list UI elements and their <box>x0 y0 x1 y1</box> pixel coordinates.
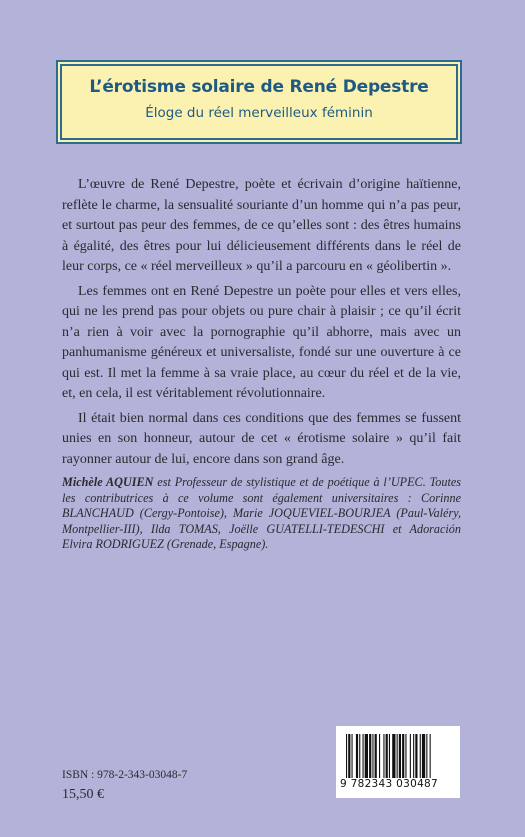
title-box <box>60 64 458 140</box>
barcode-bars <box>346 734 452 778</box>
author-bio-text: est Professeur de stylistique et de poétique à l’UPEC. Toutes les contributrices à ce volume sont également universitaires : Corinne BLANCHAUD (Cergy-Pontoise), Marie JOQUEVIEL-BOURJEA (Paul-Valéry, Montpellier-III), Ilda TOMAS, Joëlle GUATELLI-TEDESCHI et Adoración Elvira RODRIGUEZ (Grenade, Espagne). <box>62 475 461 551</box>
summary-paragraph: Les femmes ont en René Depestre un poète pour elles et vers elles, qui ne les prend pas pour objets ou pure chair à plaisir ; ce qu’il écrit n’a rien à voir avec la pornographie qu’il abhorre, mais avec un panhumanisme généreux et universaliste, fondé sur une ouverture à ce qui est. Il met la femme à sa vraie place, au cœur du réel et de la vie, et, en cela, il est véritablement révolutionnaire. <box>62 283 461 401</box>
back-cover-summary <box>62 175 461 474</box>
price: 15,50 € <box>62 787 104 802</box>
barcode-digits: 9 782343 030487 <box>340 778 439 790</box>
book-subtitle: Éloge du réel merveilleux féminin <box>145 105 373 121</box>
author-name: Michèle AQUIEN <box>62 475 154 489</box>
barcode <box>336 726 460 798</box>
summary-paragraph: L’œuvre de René Depestre, poète et écrivain d’origine haïtienne, reflète le charme, la sensualité souriante d’un homme qui n’a pas peur, et surtout pas peur des femmes, de ce qu’elles sont : des êtres humains à égalité, des êtres pour lui délicieusement différents dans le réel de leur corps, ce « réel merveilleux » qu’il a parcouru en « géolibertin ». <box>62 177 461 274</box>
author-bio <box>62 475 461 553</box>
isbn: ISBN : 978-2-343-03048-7 <box>62 769 188 781</box>
book-title: L’érotisme solaire de René Depestre <box>89 77 429 97</box>
summary-paragraph: Il était bien normal dans ces conditions que des femmes se fussent unies en son honneur, autour de cet « érotisme solaire » qu’il fait rayonner autour de lui, encore dans son grand âge. <box>62 410 461 467</box>
